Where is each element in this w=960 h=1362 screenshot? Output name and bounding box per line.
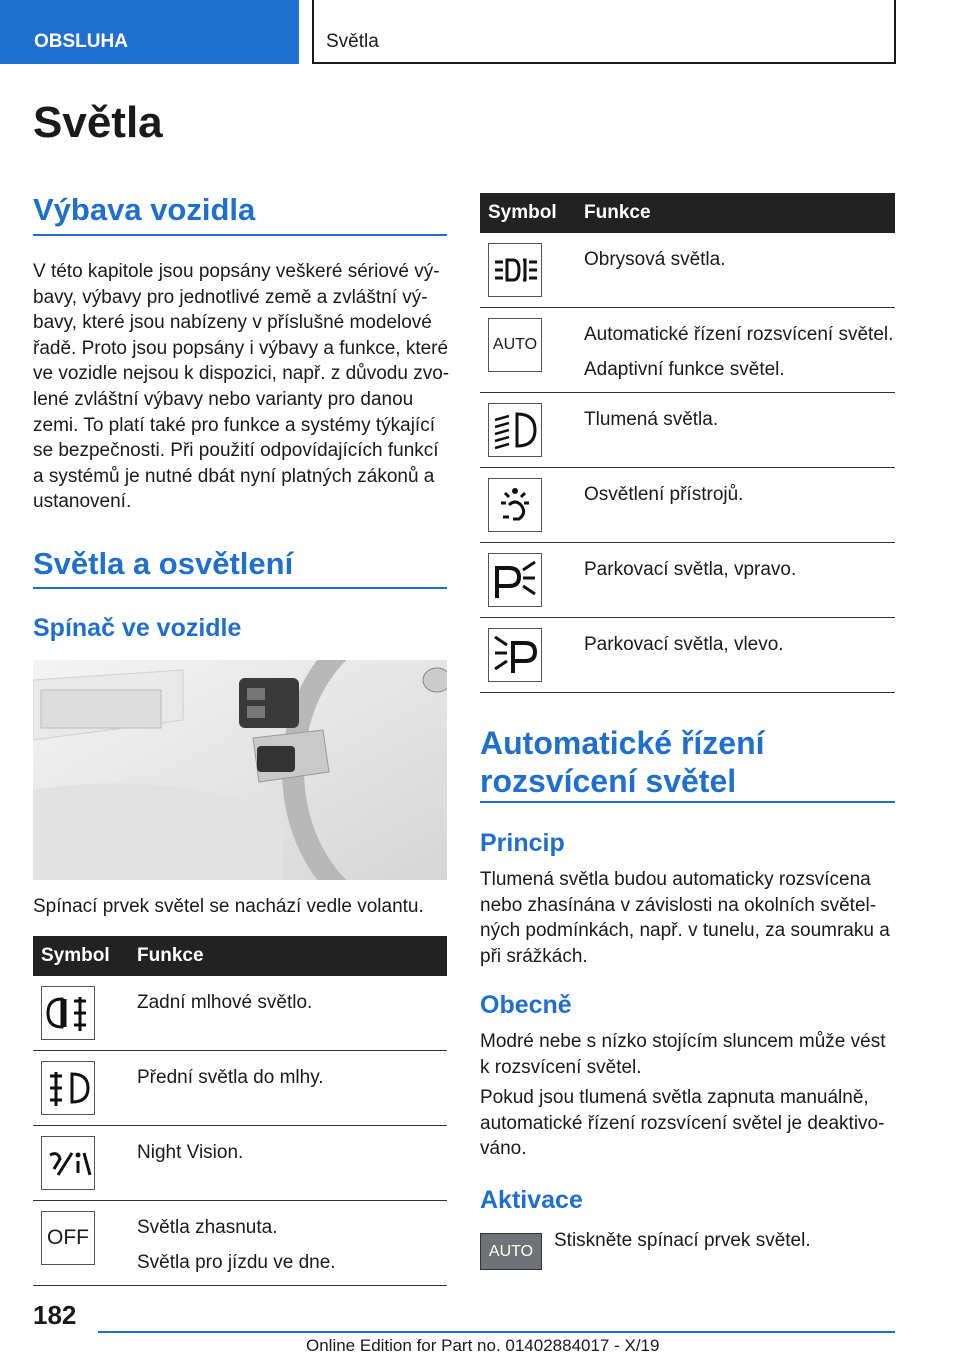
parking-light-left-icon [488,628,542,682]
activation-text: Stiskněte spínací prvek světel. [554,1230,811,1251]
auto-heading-line1: Automatické řízení [480,725,765,761]
function-column-header: Funkce [576,193,895,233]
table-row [33,1126,447,1201]
activation-heading: Aktivace [480,1186,583,1214]
general-heading: Obecně [480,991,572,1019]
switch-caption: Spínací prvek světel se nachází vedle volantu. [33,896,424,917]
heading-rule [480,801,895,803]
heading-rule [33,587,447,589]
equipment-text: V této kapitole jsou popsány veškeré sériové vý-bavy, výbavy pro jednotlivé země a zvláštní vý-bavy, které jsou nabízeny v příslušné modelové řadě. Proto jsou popsány i výbavy a funkce, které ve vozidle nejsou k dispozici, např. z důvodu zvo-lené zvláštní výbavy nebo varianty pro danou zemi. To platí také pro funkce a systémy týkající se bezpečnosti. Při použití odpovídajících funkcí a systémů je nutné dbát nyní platných zákonů a ustanovení. [33,261,450,513]
table-row [480,468,895,543]
table-row [480,618,895,693]
front-fog-lights-icon [41,1061,95,1115]
function-text: Tlumená světla. [584,409,719,430]
function-text: Adaptivní funkce světel. [584,359,785,380]
page-number: 182 [33,1300,77,1330]
auto-icon: AUTO [488,318,542,372]
heading-rule [33,234,447,236]
function-text: Zadní mlhové světlo. [137,992,313,1013]
auto-heading [480,724,765,800]
parking-light-right-icon [488,553,542,607]
function-text: Světla pro jízdu ve dne. [137,1252,336,1273]
function-text: Automatické řízení rozsvícení světel. [584,324,894,345]
function-text: Parkovací světla, vpravo. [584,559,797,580]
function-text: Parkovací světla, vlevo. [584,634,784,655]
equipment-heading: Výbava vozidla [33,192,256,227]
function-text: Osvětlení přístrojů. [584,484,744,505]
section-tab: OBSLUHA [0,0,299,64]
footer-rule [98,1331,895,1333]
principle-text: Tlumená světla budou automaticky rozsvícena nebo zhasínána v závislosti na okolních světel-ných podmínkách, např. v tunelu, za soumraku a při srážkách. [480,869,890,967]
table-row [480,543,895,618]
low-beam-icon [488,403,542,457]
function-text: Přední světla do mlhy. [137,1067,324,1088]
rear-fog-light-icon [41,986,95,1040]
function-column-header: Funkce [129,936,447,976]
instrument-lighting-icon [488,478,542,532]
lights-heading: Světla a osvětlení [33,546,294,581]
symbol-column-header: Symbol [33,936,129,976]
page-title: Světla [33,98,163,147]
edition-text: Online Edition for Part no. 01402884017 - X/19 [306,1336,660,1355]
table-row [33,1201,447,1286]
function-text: Světla zhasnuta. [137,1217,278,1238]
function-text: Night Vision. [137,1142,244,1163]
table-row [33,976,447,1051]
function-text: Obrysová světla. [584,249,726,270]
symbol-column-header: Symbol [480,193,576,233]
table-row [33,1051,447,1126]
table-row [480,233,895,308]
night-vision-icon [41,1136,95,1190]
general-text-2: Pokud jsou tlumená světla zapnuta manuálně, automatické řízení rozsvícení světel je deaktivo-váno. [480,1087,885,1160]
auto-button-icon: AUTO [480,1233,542,1270]
off-icon: OFF [41,1211,95,1265]
chapter-breadcrumb: Světla [312,0,896,64]
table-row [480,308,895,393]
table-row [480,393,895,468]
side-lights-icon [488,243,542,297]
light-switch-photo [33,660,447,880]
general-text-1: Modré nebe s nízko stojícím sluncem může vést k rozsvícení světel. [480,1031,886,1078]
principle-heading: Princip [480,829,565,857]
right-symbol-table [480,193,895,693]
switch-subheading: Spínač ve vozidle [33,614,242,642]
left-symbol-table [33,936,447,1286]
auto-heading-line2: rozsvícení světel [480,763,737,799]
